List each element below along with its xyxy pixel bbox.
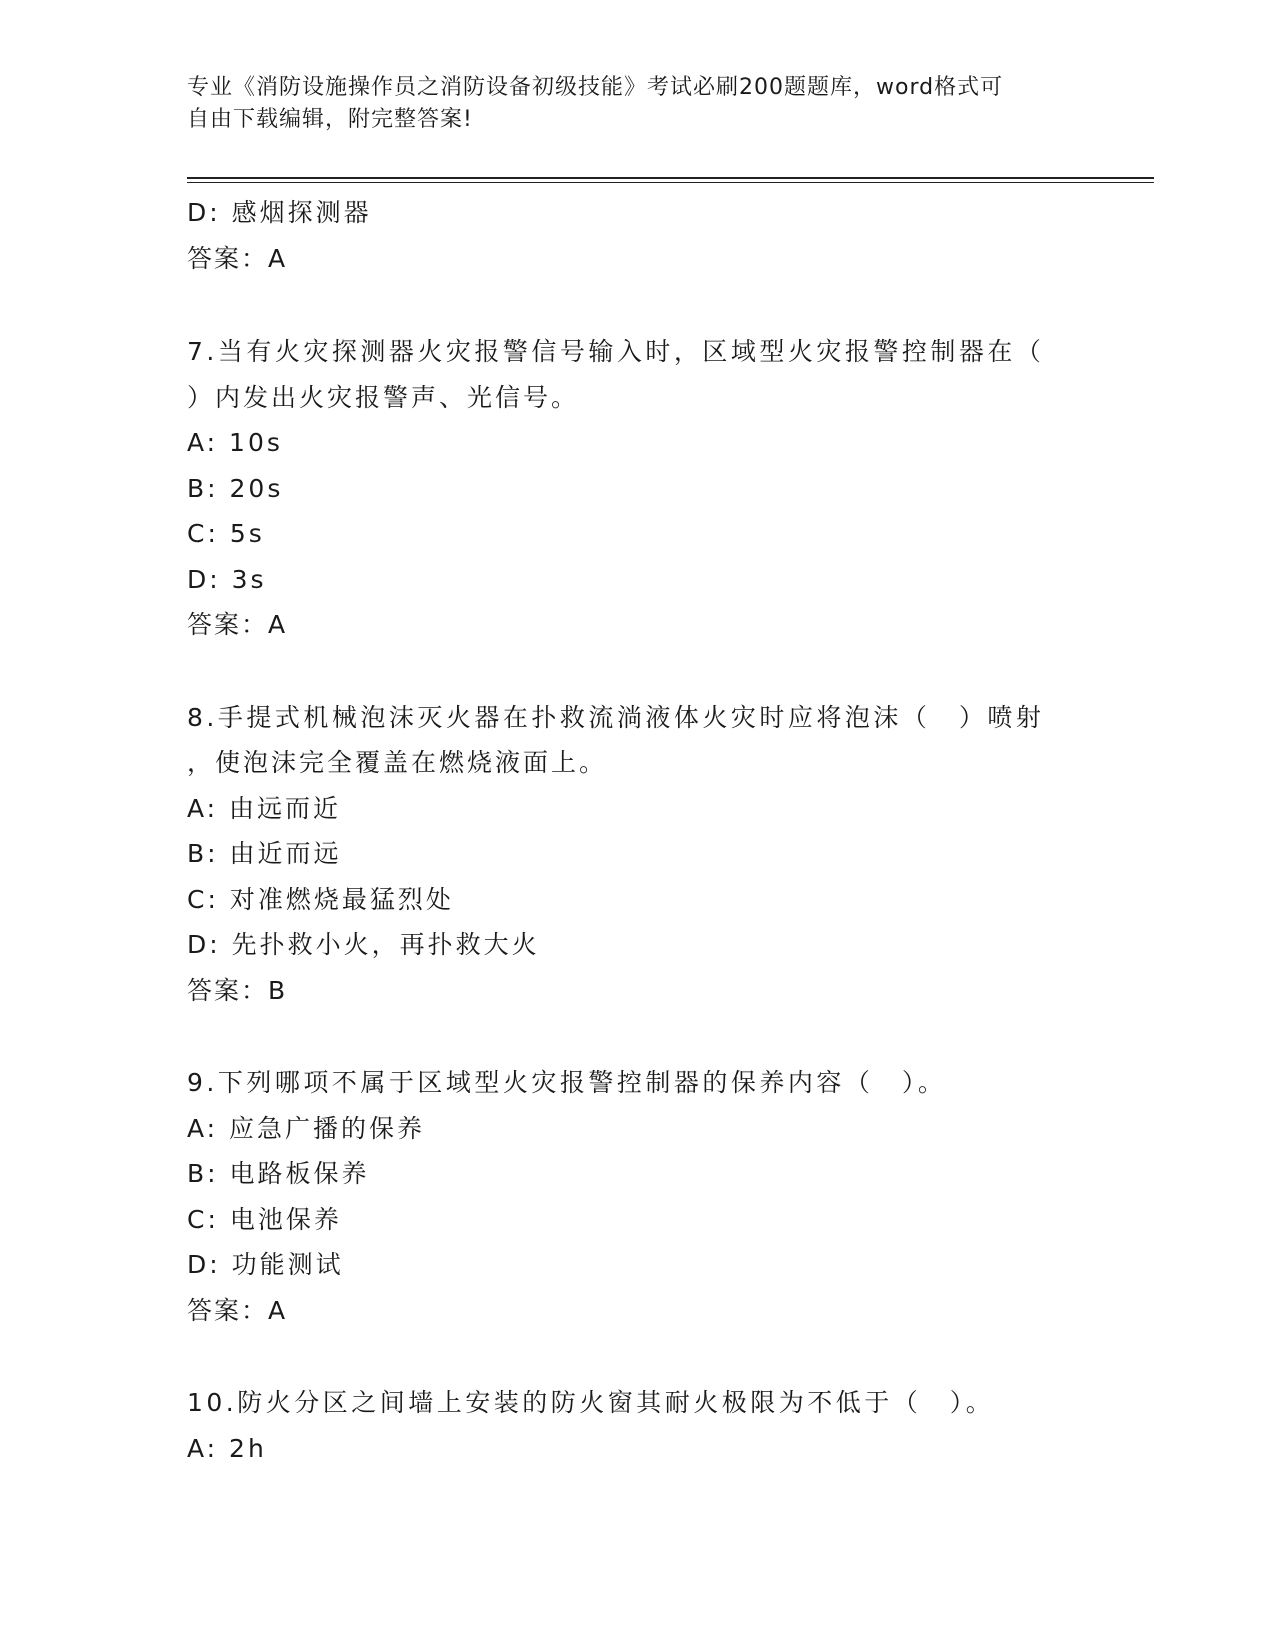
option-a: A: 2h [187,1433,267,1463]
header-divider-thin [187,182,1154,183]
question-stem-cont: ，使泡沫完全覆盖在燃烧液面上。 [187,748,608,777]
option-c: C: 对准燃烧最猛烈处 [187,884,454,914]
question-stem: 8.手提式机械泡沫灭火器在扑救流淌液体火灾时应将泡沫（ ）喷射 [187,702,1045,732]
prev-option-d: D: 感烟探测器 [187,198,372,227]
document-header [187,72,1067,136]
option-b: B: 20s [187,473,284,503]
option-c: C: 5s [187,519,265,548]
header-divider-thick [187,177,1154,179]
option-a: A: 10s [187,428,283,457]
option-a: A: 由远而近 [187,793,342,823]
question-10 [187,1380,1087,1471]
header-line-1: 专业《消防设施操作员之消防设备初级技能》考试必刷200题题库，word格式可 [187,75,1004,100]
question-stem: 10.防火分区之间墙上安装的防火窗其耐火极限为不低于（ ）。 [187,1388,995,1417]
prev-answer: 答案：A [187,243,288,273]
answer: 答案：A [187,610,288,639]
question-stem: 7.当有火灾探测器火灾报警信号输入时，区域型火灾报警控制器在（ [187,337,1045,366]
question-stem: 9.下列哪项不属于区域型火灾报警控制器的保养内容（ ）。 [187,1068,947,1097]
option-b: B: 电路板保养 [187,1159,370,1188]
answer: 答案：A [187,1295,288,1325]
question-stem-cont: ）内发出火灾报警声、光信号。 [187,382,580,412]
question-9 [187,1060,1087,1333]
header-line-2: 自由下载编辑，附完整答案! [187,107,473,132]
question-7 [187,329,1087,648]
document-body [187,190,1087,1471]
option-b: B: 由近而远 [187,839,342,868]
option-a: A: 应急广播的保养 [187,1113,426,1143]
option-d: D: 功能测试 [187,1250,344,1279]
question-8 [187,695,1087,1014]
option-c: C: 电池保养 [187,1204,342,1234]
option-d: D: 3s [187,564,267,594]
answer: 答案：B [187,975,288,1005]
option-d: D: 先扑救小火，再扑救大火 [187,930,540,959]
